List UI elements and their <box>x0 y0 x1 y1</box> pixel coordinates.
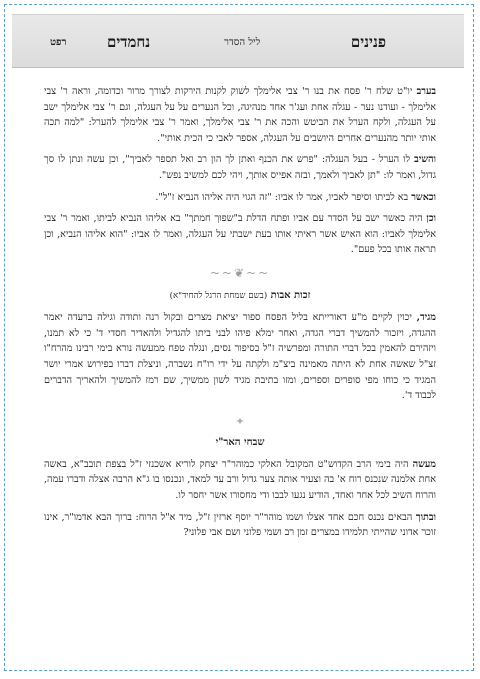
header-title: פנינים <box>350 33 386 51</box>
paragraph <box>44 84 436 146</box>
paragraph <box>44 510 436 541</box>
page-content <box>44 84 436 547</box>
paragraph-text: לו הערל - בעל העגלה: "פרש את הכנף ואתן לך הון רב ואל תספר לאביך", וכן עשה ונתן לו סך גדול, ואמר לו: "תן לאביך ולאמך, ובזה אפייס אותך, ויהי לכם למשיב נפש". <box>44 154 436 181</box>
ornament-divider: ~~❦~~ <box>209 265 271 280</box>
paragraph-text: היה בימי הרב הקדוש"ט המקובל האלקי כמוהר"ר יצחק לוריא אשכנזי ז"ל בצפת תובב"א, באשה אחת אלמנה שנכנס רוח א' בה וצעיר אותה צער גדול ורב עד למאד, ונכנסו בו ג"א הרבה אצלה ודברו עמה, והרוח השיב לכל אחד ואחד, הודיע נגעו לבבו ודי מחסורו אשר יחסר לו. <box>44 458 436 502</box>
paragraph <box>44 211 436 258</box>
paragraph-text: הבאים נכנס חכם אחד אצלו ושמו מוהר"ר יוסף ארזין ז"ל, מיד א"ל הרוח: ברוך הבא אדמו"ר, אינו זוכר אדוני שהייתי תלמידו במצרים זמן רב ושמי פלוני ושם אבי פלוני? <box>44 511 436 539</box>
paragraph-text: בא לביתו וסיפר לאביו, אמר לו אביו: "זה הגוי היה אליהו הנביא ז"ל". <box>155 191 412 203</box>
paragraph-text: יכוין לקיים מ"ע דאורייתא בליל הפסח ספור יציאת מצרים ובקול רנה ותודה וגילה ברעדה יאמר ההגדה, ויזכור להמשיך דברי הגדה, ואחר ימלא פיהו לבני ביתו להגדיל ולהאדיר חסדי ד' כי לא תמנו, ויזהירם להאמין בכל דברי התורה ומפרשיה ז"ל בסיפור נסים, ונגלה טפח ממעשה נורא בימי רבינו מהרח"ו זצ"ל שאשה אחת לא היתה מאמינה ביצ"מ ולקתה על ידי רו"ח נשברה, וניצלת דברו בפירוש אמרי יושר המגיד כי כוחו מפי סופרים וספרים, ומזו בתיבת מגיד לשון ממשיך, שם רמז להמשיך ולהאריך הדברים לכבוד ד'. <box>44 312 436 402</box>
header-subtitle: ליל הסדר <box>224 37 261 48</box>
paragraph-lead: וכאשר <box>411 191 436 203</box>
paragraph-lead: מגיד, <box>416 312 436 324</box>
section-title <box>44 435 436 451</box>
section-subtitle: (בשם שמחת הרגל להחיד"א) <box>169 290 268 301</box>
section-title <box>44 288 436 305</box>
section-title-text: זכות אבות <box>270 289 311 301</box>
paragraph-lead: והשיב <box>414 154 436 166</box>
paragraph <box>44 457 436 504</box>
page-number: רפט <box>50 37 67 48</box>
dot-divider: ✦ <box>235 414 245 428</box>
paragraph-text: היה כאשר ישב על הסדר עם אביו ופתח הדלת ב"שפוך חמתך" בא אליהו הנביא לביתו, ואמר ר' צבי אלימלך לאביו: הוא האיש אשר ראיתי אותו בעת ישבתי על העגלה, ואמר לו אביו: "הוא אליהו הנביא, וכן תראה אותו בכל פעם". <box>44 213 436 256</box>
paragraph-lead: וכן <box>426 213 436 225</box>
paragraph <box>44 310 436 404</box>
paragraph-lead: ובתוך <box>415 511 436 523</box>
paragraph-lead: בערב <box>416 86 436 97</box>
section-title-text: שבחי האר"י <box>215 437 265 449</box>
paragraph-text: יו"ט שלח ר' פסח את בנו ר' צבי אלימלך לשוק לקנות הירקות לצורך מרור וכדומה, וראה ר' צבי אלימלך - ועודנו נער - עגלה אחת ועג'ר אחד מנהיגה, וכל הנערים על על העגלה, וגם ר' צבי אלימלך ישב על העגלה, ולקח הערל את הביטש והכה את ר' צבי אלימלך, ואמר ר' צבי אלימלך להערל: "למה תכה אותי יותר מהנערים אחרים היושבים על העגלה, אספר לאבי כי הכית אותי". <box>44 86 436 144</box>
paragraph-lead: מעשה <box>412 458 436 470</box>
header-book-title: נחמדים <box>107 33 151 51</box>
page-header <box>12 14 464 68</box>
paragraph <box>44 190 436 206</box>
paragraph <box>44 152 436 183</box>
